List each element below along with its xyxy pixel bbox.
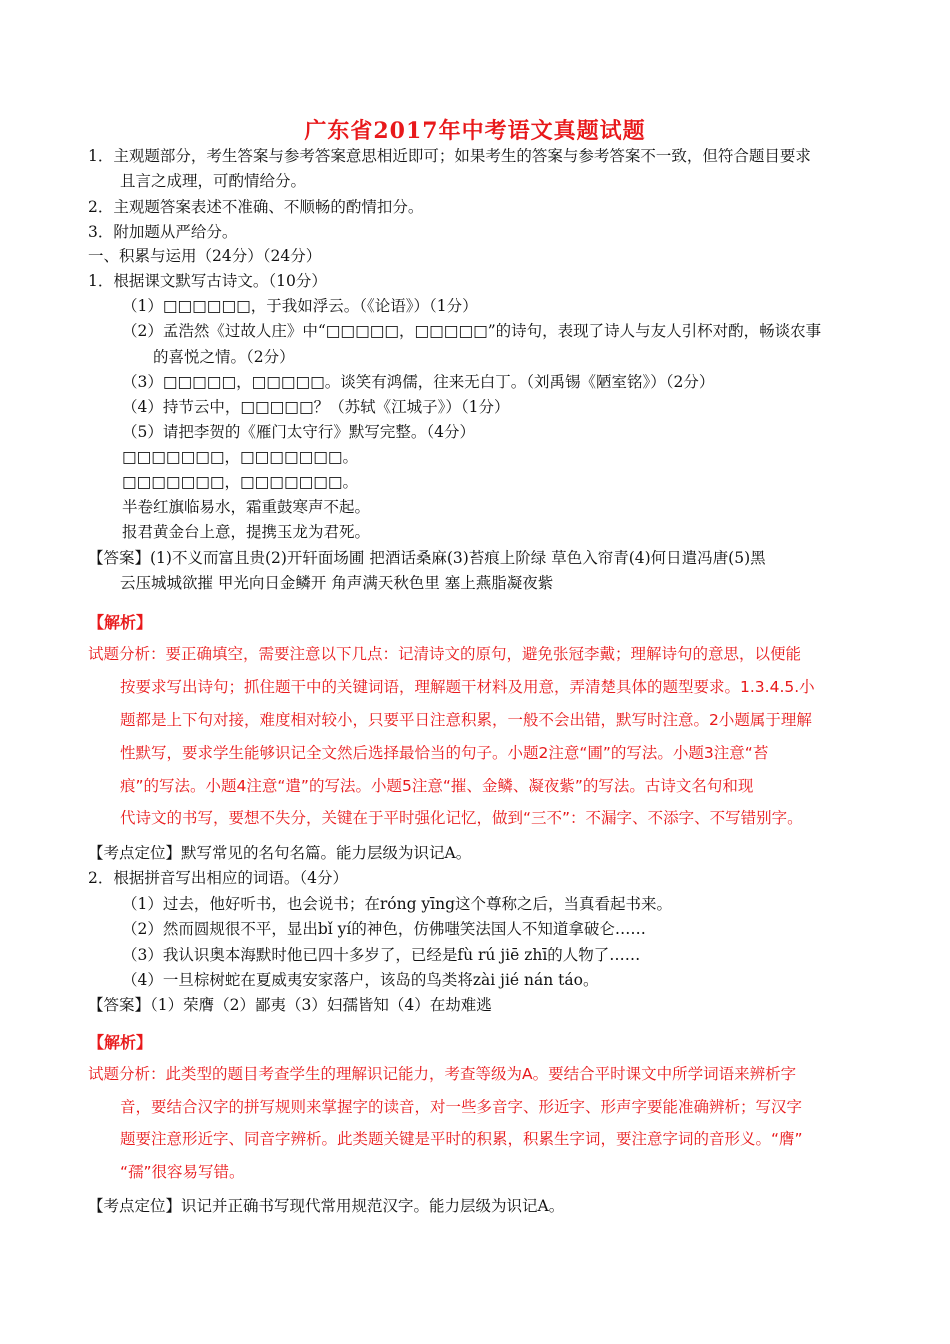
analysis-line: 题要注意形近字、同音字辨析。此类题关键是平时的积累，积累生字词，要注意字词的音形义。“膺”	[120, 1130, 803, 1148]
question-2-item: （4）一旦棕树蛇在夏威夷安家落户，该岛的鸟类将zài jié nán táo。	[122, 971, 599, 989]
poem-line: 报君黄金台上意，提携玉龙为君死。	[122, 523, 371, 541]
poem-line: 半卷红旗临易水，霜重鼓寒声不起。	[122, 498, 371, 516]
question-2-item: （1）过去，他好听书，也会说书；在róng yīng这个尊称之后，当真看起书来。	[122, 895, 673, 913]
question-1-item: （1）□□□□□□，于我如浮云。（《论语》）（1分）	[122, 297, 478, 315]
analysis-line: 音，要结合汉字的拼写规则来掌握字的读音，对一些多音字、形近字、形声字要能准确辨析；写汉字	[120, 1098, 803, 1116]
analysis-line: “孺”很容易写错。	[120, 1163, 245, 1181]
instruction-2: 2．主观题答案表述不准确、不顺畅的酌情扣分。	[88, 198, 424, 216]
analysis-line: 试题分析：此类型的题目考查学生的理解识记能力，考查等级为A。要结合平时课文中所学词语来辨析字	[88, 1065, 797, 1083]
question-2-stem: 2．根据拼音写出相应的词语。（4分）	[88, 869, 348, 887]
question-1-item-cont: 的喜悦之情。（2分）	[153, 348, 295, 366]
analysis-line: 代诗文的书写，要想不失分，关键在于平时强化记忆，做到“三不”：不漏字、不添字、不写错别字。	[120, 809, 803, 827]
poem-line: □□□□□□□，□□□□□□□。	[122, 448, 359, 466]
instruction-1-cont: 且言之成理，可酌情给分。	[120, 172, 307, 190]
analysis-line: 按要求写出诗句；抓住题干中的关键词语，理解题干材料及用意，弄清楚具体的题型要求。1.3.4.5.小	[120, 678, 815, 696]
question-1-item: （2）孟浩然《过故人庄》中“□□□□□，□□□□□”的诗句，表现了诗人与友人引杯对酌，畅谈农事	[122, 322, 822, 340]
question-1-answer: 【答案】(1)不义而富且贵(2)开轩面场圃 把酒话桑麻(3)苔痕上阶绿 草色入帘青(4)何日遣冯唐(5)黑	[88, 549, 766, 567]
instruction-3: 3．附加题从严给分。	[88, 223, 238, 241]
analysis-line: 性默写，要求学生能够识记全文然后选择最恰当的句子。小题2注意“圃”的写法。小题3注意“苔	[120, 744, 769, 762]
knowledge-point: 【考点定位】识记并正确书写现代常用规范汉字。能力层级为识记A。	[88, 1197, 565, 1215]
analysis-line: 试题分析：要正确填空，需要注意以下几点：记清诗文的原句，避免张冠李戴；理解诗句的意思，以便能	[88, 645, 802, 663]
instruction-1: 1．主观题部分，考生答案与参考答案意思相近即可；如果考生的答案与参考答案不一致，但符合题目要求	[88, 147, 811, 165]
question-1-item: （3）□□□□□，□□□□□。谈笑有鸿儒，往来无白丁。（刘禹锡《陋室铭》）（2分）	[122, 373, 715, 391]
page-title: 广东省2017年中考语文真题试题	[304, 118, 646, 144]
poem-line: □□□□□□□，□□□□□□□。	[122, 473, 359, 491]
question-1-answer-cont: 云压城城欲摧 甲光向日金鳞开 角声满天秋色里 塞上燕脂凝夜紫	[120, 574, 554, 592]
analysis-line: 痕”的写法。小题4注意“遣”的写法。小题5注意“摧、金鳞、凝夜紫”的写法。古诗文名句和现	[120, 777, 754, 795]
question-1-item: （4）持节云中，□□□□□？（苏轼《江城子》）（1分）	[122, 398, 510, 416]
analysis-heading: 【解析】	[88, 613, 153, 632]
analysis-line: 题都是上下句对接，难度相对较小，只要平日注意积累，一般不会出错，默写时注意。2小题属于理解	[120, 711, 812, 729]
question-1-item: （5）请把李贺的《雁门太守行》默写完整。（4分）	[122, 423, 475, 441]
question-2-item: （2）然而圆规很不平，显出bǐ yí的神色，仿佛嗤笑法国人不知道拿破仑……	[122, 920, 646, 938]
section-heading: 一、积累与运用（24分）（24分）	[88, 247, 322, 265]
knowledge-point: 【考点定位】默写常见的名句名篇。能力层级为识记A。	[88, 844, 472, 862]
analysis-heading: 【解析】	[88, 1033, 153, 1052]
question-1-stem: 1．根据课文默写古诗文。（10分）	[88, 272, 327, 290]
question-2-item: （3）我认识奥本海默时他已四十多岁了，已经是fù rú jiē zhī的人物了……	[122, 946, 641, 964]
question-2-answer: 【答案】（1）荣膺（2）鄙夷（3）妇孺皆知（4）在劫难逃	[88, 996, 492, 1014]
